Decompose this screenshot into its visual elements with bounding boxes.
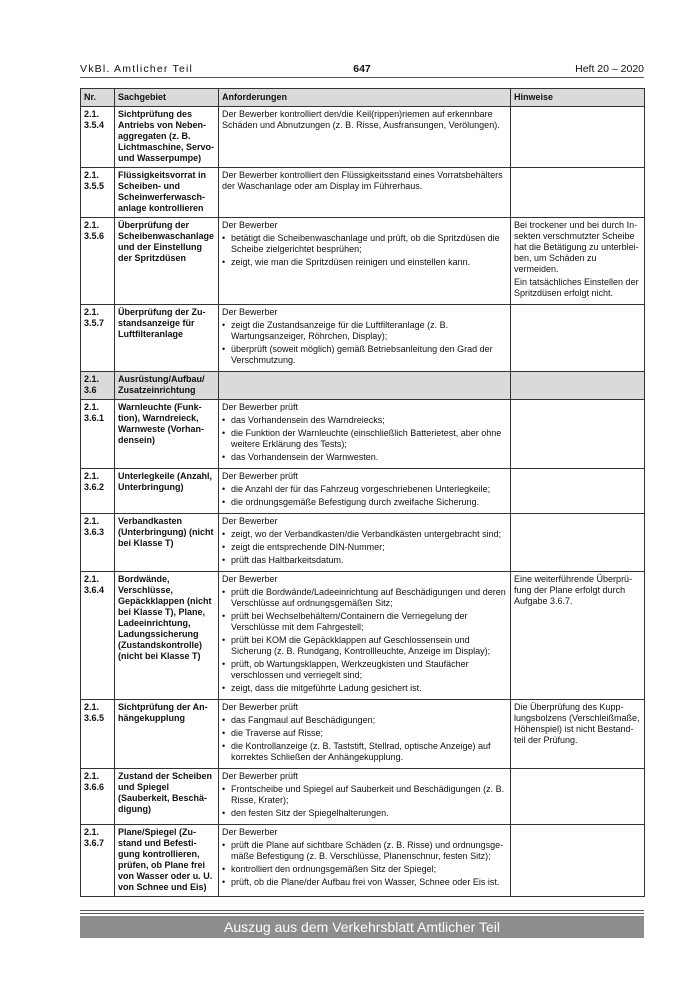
requirements-list-item: • überprüft (soweit möglich) gemäß Betriebsanleitung den Grad der Verschmutzung. (222, 344, 507, 366)
table-row (81, 769, 645, 825)
row-number (81, 572, 115, 700)
row-number (81, 469, 115, 514)
row-subject: Unterlegkeile (Anzahl, Unterbringung) (115, 469, 219, 514)
requirements-list-item: • die Funktion der Warnleuchte (einschließlich Batterietest, aber ohne weitere Erklärung des Tests); (222, 428, 507, 450)
note-paragraph: Ein tatsächliches Einstellen der Spritzdüsen erfolgt nicht. (514, 277, 639, 298)
page-header (80, 62, 644, 76)
note-paragraph: Eine weiterführende Überprüfung der Plane erfolgt durch Aufgabe 3.6.7. (514, 574, 633, 606)
row-requirements (219, 700, 511, 769)
row-subject: Ausrüstung/Aufbau/ Zusatzeinrichtung (115, 372, 219, 400)
row-number (81, 400, 115, 469)
row-requirements (219, 514, 511, 572)
requirements-list (222, 587, 507, 694)
row-number (81, 107, 115, 168)
row-requirements (219, 572, 511, 700)
row-subject: Überprüfung der Scheibenwaschanlage und der Einstellung der Spritzdüsen (115, 218, 219, 305)
footer-rule-top (80, 910, 644, 911)
requirements-table (80, 88, 645, 897)
footer-rule-bottom (80, 913, 644, 914)
requirements-list-item: • den festen Sitz der Spiegelhalterungen. (222, 808, 507, 819)
requirements-list (222, 840, 507, 888)
requirements-list (222, 715, 507, 763)
requirements-list-item: • prüft bei Wechselbehältern/Containern die Verriegelung der Verschlüsse mit dem Fahrgestell; (222, 611, 507, 633)
issue-label: Heft 20 – 2020 (575, 63, 644, 75)
row-number (81, 372, 115, 400)
row-number-part: 2.1. (84, 402, 100, 412)
row-number (81, 825, 115, 897)
requirements-intro: Der Bewerber prüft (222, 771, 299, 781)
row-requirements (219, 372, 511, 400)
requirements-list-item: • Frontscheibe und Spiegel auf Sauberkeit und Beschädigungen (z. B. Risse, Krater); (222, 784, 507, 806)
requirements-list-item: • zeigt, wie man die Spritzdüsen reinigen und einstellen kann. (222, 257, 507, 268)
requirements-list-item: • die Traverse auf Risse; (222, 728, 507, 739)
row-subject: Verbandkasten (Unterbringung) (nicht bei Klasse T) (115, 514, 219, 572)
requirements-list-item: • prüft die Bordwände/Ladeeinrichtung auf Beschädigungen und deren Verschlüsse auf ordnungsgemäßen Sitz; (222, 587, 507, 609)
column-header-anforderungen: Anforderungen (219, 89, 511, 107)
row-subject: Zustand der Scheiben und Spiegel (Sauberkeit, Beschädigung) (115, 769, 219, 825)
row-requirements (219, 305, 511, 372)
row-subject: Überprüfung der Zustandsanzeige für Luftfilteranlage (115, 305, 219, 372)
row-number-part: 2.1. (84, 771, 100, 781)
requirements-list-item: • betätigt die Scheibenwaschanlage und prüft, ob die Spritzdüsen die Scheibe zielgerichtet besprühen; (222, 233, 507, 255)
requirements-list-item: • prüft das Haltbarkeitsdatum. (222, 555, 507, 566)
requirements-list-item: • prüft, ob Wartungsklappen, Werkzeugkisten und Staufächer verschlossen und verriegelt sind; (222, 659, 507, 681)
row-subject: Sichtprüfung der Anhängekupplung (115, 700, 219, 769)
row-subject: Bordwände, Verschlüsse, Gepäckklappen (nicht bei Klasse T), Plane, Ladeeinrichtung, Ladungssicherung (Zustandskontrolle) (nicht bei Klasse T) (115, 572, 219, 700)
row-requirements (219, 769, 511, 825)
page-number: 647 (353, 63, 371, 75)
row-notes (511, 218, 645, 305)
row-subject: Warnleuchte (Funktion), Warndreieck, Warnweste (Vorhandensein) (115, 400, 219, 469)
row-requirements (219, 218, 511, 305)
row-number (81, 168, 115, 218)
row-number-part: 3.6.5 (84, 713, 105, 723)
requirements-list (222, 484, 507, 508)
footer-banner: Auszug aus dem Verkehrsblatt Amtlicher Teil (80, 916, 644, 938)
table-row (81, 514, 645, 572)
row-requirements (219, 107, 511, 168)
table-row (81, 372, 645, 400)
table-row (81, 700, 645, 769)
requirements-intro: Der Bewerber (222, 516, 278, 526)
requirements-intro: Der Bewerber (222, 307, 278, 317)
row-number (81, 514, 115, 572)
requirements-list-item: • die ordnungsgemäße Befestigung durch zweifache Sicherung. (222, 497, 507, 508)
requirements-list (222, 784, 507, 819)
requirements-intro: Der Bewerber (222, 220, 278, 230)
row-number-part: 3.6 (84, 385, 97, 395)
requirements-intro: Der Bewerber kontrolliert den/die Keil(rippen)riemen auf erkennbare Schäden und Abnutzungen (z. B. Risse, Ausfransungen, Verölungen). (222, 109, 500, 130)
table-row (81, 107, 645, 168)
row-notes (511, 107, 645, 168)
row-number-part: 2.1. (84, 471, 100, 481)
row-notes (511, 305, 645, 372)
row-number (81, 700, 115, 769)
row-subject: Plane/Spiegel (Zustand und Befestigung kontrollieren, prüfen, ob Plane frei von Wasser oder u. U. von Schnee und Eis) (115, 825, 219, 897)
requirements-list (222, 233, 507, 268)
table-header-row (81, 89, 645, 107)
row-number-part: 3.6.7 (84, 838, 105, 848)
table-row (81, 572, 645, 700)
row-number-part: 2.1. (84, 574, 100, 584)
row-number-part: 3.6.6 (84, 782, 105, 792)
table-row (81, 825, 645, 897)
row-requirements (219, 168, 511, 218)
table-row (81, 305, 645, 372)
row-number (81, 218, 115, 305)
row-number-part: 2.1. (84, 220, 100, 230)
requirements-list-item: • prüft die Plane auf sichtbare Schäden (z. B. Risse) und ordnungsgemäße Befestigung (z. B. Verschlüsse, Planenschnur, festen Sitz); (222, 840, 507, 862)
row-number-part: 2.1. (84, 109, 100, 119)
requirements-intro: Der Bewerber prüft (222, 702, 299, 712)
row-notes (511, 168, 645, 218)
requirements-list-item: • zeigt, dass die mitgeführte Ladung gesichert ist. (222, 683, 507, 694)
requirements-intro: Der Bewerber (222, 574, 278, 584)
table-body (81, 107, 645, 897)
row-requirements (219, 825, 511, 897)
row-notes (511, 769, 645, 825)
table-row (81, 168, 645, 218)
row-number-part: 3.5.4 (84, 120, 105, 130)
row-requirements (219, 400, 511, 469)
table-row (81, 400, 645, 469)
table-row (81, 218, 645, 305)
row-subject: Sichtprüfung des Antriebs von Nebenaggregaten (z. B. Lichtmaschine, Servo- und Wasserpumpe) (115, 107, 219, 168)
column-header-hinweise: Hinweise (511, 89, 645, 107)
row-subject: Flüssigkeitsvorrat in Scheiben- und Scheinwerferwaschanlage kontrollieren (115, 168, 219, 218)
row-number-part: 3.6.2 (84, 482, 105, 492)
requirements-list-item: • prüft bei KOM die Gepäckklappen auf Geschlossensein und Sicherung (z. B. Rundgang, Kontrollleuchte, Anzeige im Display); (222, 635, 507, 657)
row-requirements (219, 469, 511, 514)
row-notes (511, 400, 645, 469)
row-notes (511, 700, 645, 769)
header-divider (80, 77, 644, 78)
requirements-list-item: • zeigt die Zustandsanzeige für die Luftfilteranlage (z. B. Wartungsanzeiger, Röhrchen, Display); (222, 320, 507, 342)
row-number-part: 2.1. (84, 827, 100, 837)
requirements-list-item: • das Vorhandensein der Warnwesten. (222, 452, 507, 463)
note-paragraph: Die Überprüfung des Kupplungsbolzens (Verschleißmaße, Höhenspiel) ist nicht Bestandteil der Prüfung. (514, 702, 640, 745)
row-number-part: 2.1. (84, 307, 100, 317)
row-number-part: 2.1. (84, 702, 100, 712)
row-notes (511, 572, 645, 700)
row-notes (511, 514, 645, 572)
row-number-part: 2.1. (84, 170, 100, 180)
row-notes (511, 372, 645, 400)
row-notes (511, 825, 645, 897)
requirements-list-item: • prüft, ob die Plane/der Aufbau frei von Wasser, Schnee oder Eis ist. (222, 877, 507, 888)
row-notes (511, 469, 645, 514)
requirements-list (222, 320, 507, 366)
requirements-list (222, 415, 507, 463)
requirements-intro: Der Bewerber kontrolliert den Flüssigkeitsstand eines Vorratsbehälters der Waschanlage oder am Display im Führerhaus. (222, 170, 503, 191)
requirements-list-item: • das Vorhandensein des Warndreiecks; (222, 415, 507, 426)
requirements-list (222, 529, 507, 566)
requirements-intro: Der Bewerber prüft (222, 402, 299, 412)
row-number-part: 3.6.4 (84, 585, 105, 595)
row-number-part: 2.1. (84, 374, 100, 384)
requirements-list-item: • zeigt die entsprechende DIN-Nummer; (222, 542, 507, 553)
note-paragraph: Bei trockener und bei durch Insekten verschmutzter Scheibe hat die Betätigung zu unterbleiben, um Schäden zu vermeiden. (514, 220, 639, 274)
table-row (81, 469, 645, 514)
row-number (81, 769, 115, 825)
row-number-part: 3.5.7 (84, 318, 105, 328)
row-number-part: 3.5.6 (84, 231, 105, 241)
row-number-part: 2.1. (84, 516, 100, 526)
column-header-nr: Nr. (81, 89, 115, 107)
journal-title: VkBl. Amtlicher Teil (80, 63, 194, 75)
requirements-intro: Der Bewerber prüft (222, 471, 299, 481)
requirements-list-item: • kontrolliert den ordnungsgemäßen Sitz der Spiegel; (222, 864, 507, 875)
requirements-list-item: • die Kontrollanzeige (z. B. Taststift, Stellrad, optische Anzeige) auf korrektes Schließen der Anhängekupplung. (222, 741, 507, 763)
row-number-part: 3.6.1 (84, 413, 105, 423)
requirements-list-item: • das Fangmaul auf Beschädigungen; (222, 715, 507, 726)
row-number-part: 3.5.5 (84, 181, 105, 191)
column-header-sachgebiet: Sachgebiet (115, 89, 219, 107)
requirements-list-item: • zeigt, wo der Verbandkasten/die Verbandkästen untergebracht sind; (222, 529, 507, 540)
requirements-intro: Der Bewerber (222, 827, 278, 837)
row-number (81, 305, 115, 372)
row-number-part: 3.6.3 (84, 527, 105, 537)
requirements-list-item: • die Anzahl der für das Fahrzeug vorgeschriebenen Unterlegkeile; (222, 484, 507, 495)
